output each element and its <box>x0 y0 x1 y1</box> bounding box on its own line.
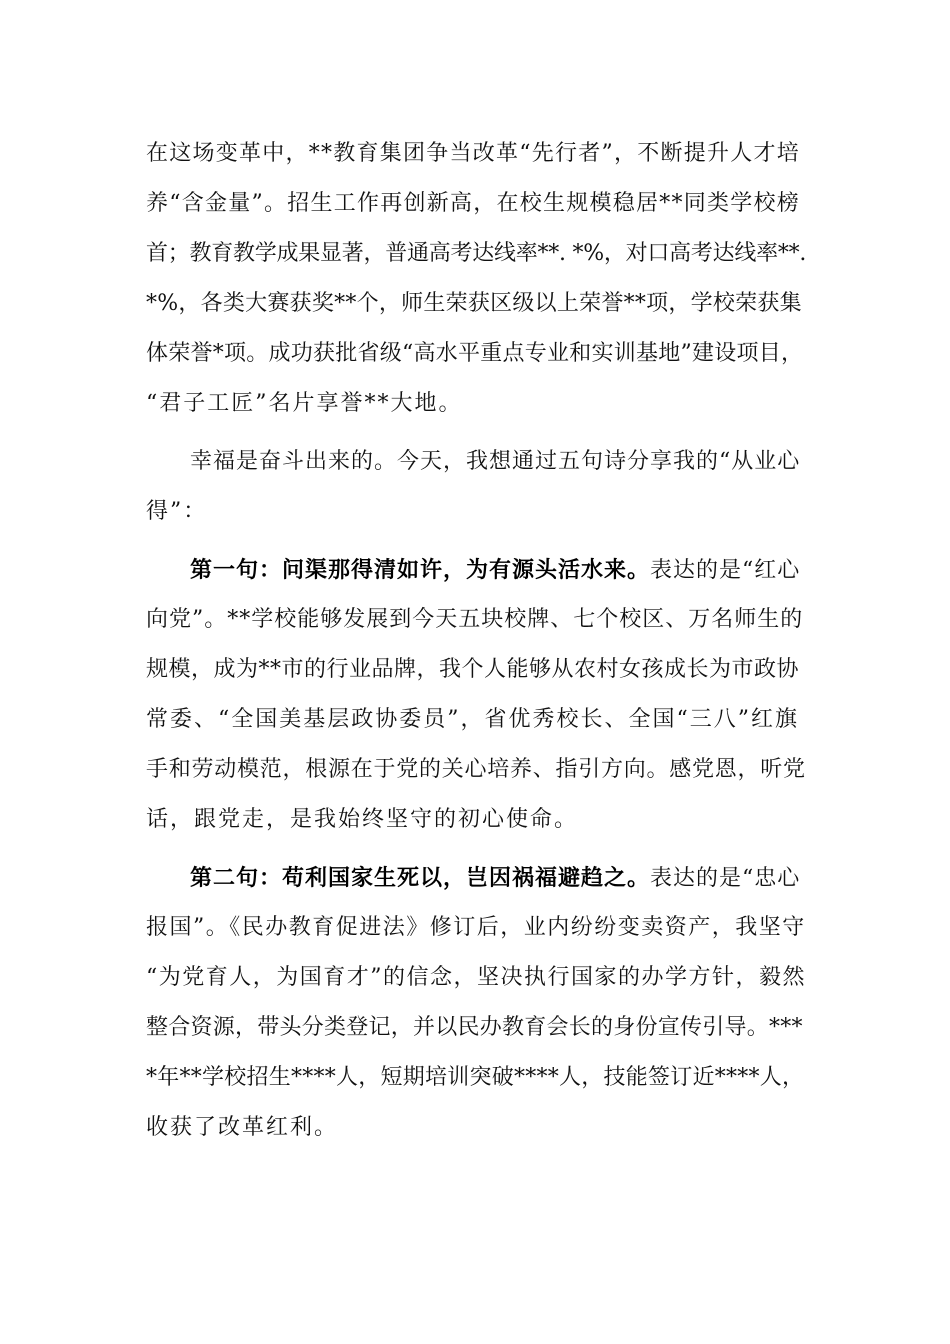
text-span: 表达的是“红心 <box>650 558 801 583</box>
text-line <box>190 557 800 584</box>
text-line: *%，各类大赛获奖**个，师生荣获区级以上荣誉**项，学校荣获集 <box>146 291 802 316</box>
text-line: 养“含金量”。招生工作再创新高，在校生规模稳居**同类学校榜 <box>146 191 800 216</box>
text-line: “君子工匠”名片享誉**大地。 <box>146 391 463 416</box>
text-line: 首；教育教学成果显著，普通高考达线率**. *%，对口高考达线率**. <box>146 241 807 266</box>
text-line: 手和劳动模范，根源在于党的关心培养、指引方向。感党恩，听党 <box>146 757 806 782</box>
poem-heading-first: 第一句：问渠那得清如许，为有源头活水来。 <box>190 557 651 583</box>
text-line: 整合资源，带头分类登记，并以民办教育会长的身份宣传引导。*** <box>146 1015 803 1040</box>
text-line <box>190 865 800 892</box>
text-span: 表达的是“忠心 <box>650 866 801 891</box>
text-line: 在这场变革中，**教育集团争当改革“先行者”，不断提升人才培 <box>146 141 800 166</box>
text-line: 常委、“全国美基层政协委员”，省优秀校长、全国“三八”红旗 <box>146 707 799 732</box>
text-line: 收获了改革红利。 <box>146 1115 339 1140</box>
text-line: 得”： <box>146 499 208 524</box>
text-line: 规模，成为**市的行业品牌，我个人能够从农村女孩成长为市政协 <box>146 657 800 682</box>
text-line: “为党育人，为国育才”的信念，坚决执行国家的办学方针，毅然 <box>146 965 806 990</box>
text-line: 报国”。《民办教育促进法》修订后，业内纷纷变卖资产，我坚守 <box>146 915 806 940</box>
text-line: 幸福是奋斗出来的。今天，我想通过五句诗分享我的“从业心 <box>190 449 801 474</box>
poem-heading-second: 第二句：苟利国家生死以，岂因祸福避趋之。 <box>190 865 651 891</box>
text-line: 话，跟党走，是我始终坚守的初心使命。 <box>146 807 579 832</box>
text-line: 向党”。**学校能够发展到今天五块校牌、七个校区、万名师生的 <box>146 607 804 632</box>
text-line: 体荣誉*项。成功获批省级“高水平重点专业和实训基地”建设项目， <box>146 341 804 366</box>
text-line: *年**学校招生****人，短期培训突破****人，技能签订近****人， <box>146 1065 805 1090</box>
